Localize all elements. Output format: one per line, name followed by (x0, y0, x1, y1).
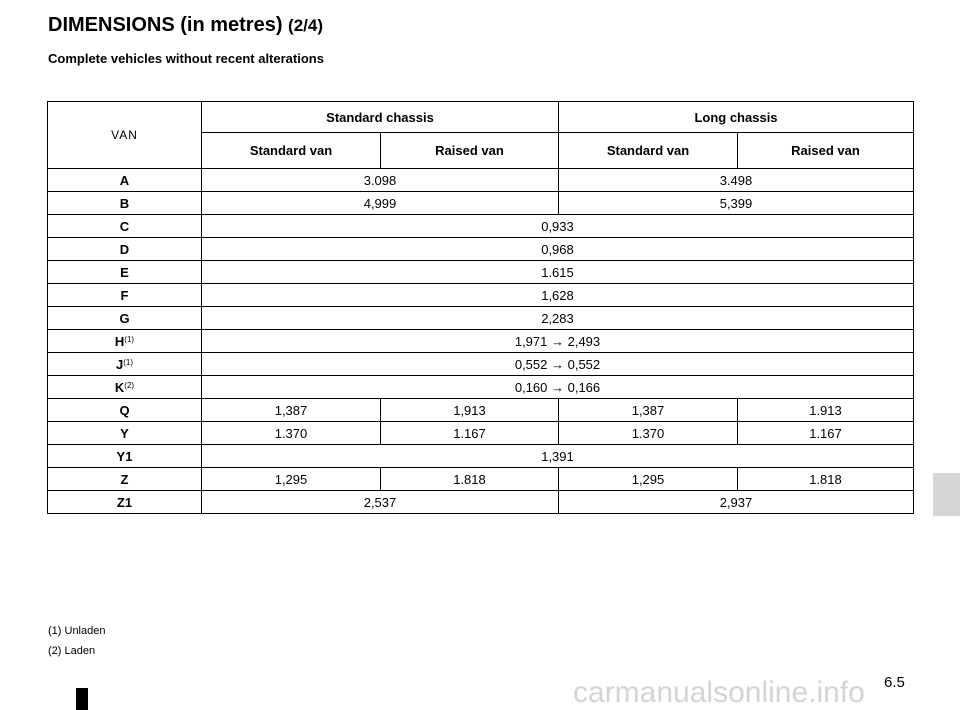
row-label-text: Y1 (116, 448, 133, 464)
row-label-text: G (119, 310, 130, 326)
table-header (48, 102, 914, 169)
page-title-text: DIMENSIONS (in metres) (48, 14, 283, 36)
table-row (48, 468, 914, 491)
table-cell: 1,628 (202, 284, 914, 307)
page-part-indicator: (2/4) (288, 16, 324, 35)
footnote-ref: (2) (124, 380, 135, 390)
table-cell: 1.370 (559, 422, 738, 445)
row-label (48, 330, 202, 353)
row-label (48, 422, 202, 445)
table-row (48, 491, 914, 514)
table-cell: 1,387 (559, 399, 738, 422)
table-cell: 5,399 (559, 192, 914, 215)
row-label (48, 468, 202, 491)
row-label-text: A (119, 172, 130, 188)
table-cell: 1.615 (202, 261, 914, 284)
table-row (48, 261, 914, 284)
edge-marker (76, 688, 88, 710)
row-label-text: Z1 (116, 494, 133, 510)
row-label-text: K (114, 379, 125, 395)
table-cell: 0,552 → 0,552 (202, 353, 914, 376)
table-cell: 1.818 (738, 468, 914, 491)
table-row (48, 353, 914, 376)
footnote-ref: (1) (123, 357, 133, 367)
footnotes (48, 621, 105, 661)
section-tab (933, 473, 960, 516)
header-row-groups (48, 102, 914, 133)
table-cell: 1.370 (202, 422, 381, 445)
row-label (48, 192, 202, 215)
table-row (48, 238, 914, 261)
row-label (48, 284, 202, 307)
row-label (48, 445, 202, 468)
row-label-text: E (120, 264, 129, 280)
header-raised-van-1: Raised van (381, 133, 559, 169)
table-cell: 3.498 (559, 169, 914, 192)
table-row (48, 330, 914, 353)
row-label (48, 215, 202, 238)
row-label (48, 399, 202, 422)
table-row (48, 169, 914, 192)
row-label (48, 353, 202, 376)
table-body (48, 169, 914, 514)
table-cell: 1.167 (381, 422, 559, 445)
row-label-text: D (119, 241, 130, 257)
table-cell: 1,913 (381, 399, 559, 422)
watermark: carmanualsonline.info (573, 676, 865, 709)
page-title (48, 14, 323, 37)
header-long-chassis: Long chassis (559, 102, 914, 133)
table-cell: 2,283 (202, 307, 914, 330)
row-label-text: H (114, 333, 125, 349)
header-van: VAN (48, 102, 202, 169)
page-subtitle: Complete vehicles without recent alterations (48, 51, 324, 66)
table-cell: 0,968 (202, 238, 914, 261)
table-cell: 1,391 (202, 445, 914, 468)
dimensions-table (47, 101, 914, 514)
row-label-text: Z (120, 471, 129, 487)
header-standard-van-1: Standard van (202, 133, 381, 169)
table-cell: 4,999 (202, 192, 559, 215)
table-row (48, 284, 914, 307)
table-cell: 1.167 (738, 422, 914, 445)
row-label-text: B (119, 195, 130, 211)
row-label (48, 307, 202, 330)
footnote-ref: (1) (124, 334, 135, 344)
page-number: 6.5 (884, 674, 905, 691)
row-label (48, 491, 202, 514)
row-label-text: J (115, 356, 124, 372)
row-label-text: Y (120, 425, 129, 441)
header-raised-van-2: Raised van (738, 133, 914, 169)
table-row (48, 422, 914, 445)
row-label (48, 376, 202, 399)
footnote-2: (2) Laden (48, 645, 96, 657)
table-row (48, 399, 914, 422)
table-cell: 1,295 (559, 468, 738, 491)
table-cell: 0,160 → 0,166 (202, 376, 914, 399)
table-cell: 2,537 (202, 491, 559, 514)
table-row (48, 215, 914, 238)
table-row (48, 192, 914, 215)
table-row (48, 307, 914, 330)
table-cell: 3.098 (202, 169, 559, 192)
row-label-text: C (119, 218, 130, 234)
table-cell: 1,971 → 2,493 (202, 330, 914, 353)
row-label-text: F (120, 287, 129, 303)
table-row (48, 445, 914, 468)
row-label (48, 261, 202, 284)
header-standard-chassis: Standard chassis (202, 102, 559, 133)
table-cell: 1.818 (381, 468, 559, 491)
table-cell: 1.913 (738, 399, 914, 422)
table-cell: 1,387 (202, 399, 381, 422)
table-cell: 1,295 (202, 468, 381, 491)
row-label-text: Q (119, 402, 130, 418)
table-cell: 0,933 (202, 215, 914, 238)
table-row (48, 376, 914, 399)
header-standard-van-2: Standard van (559, 133, 738, 169)
row-label (48, 169, 202, 192)
row-label (48, 238, 202, 261)
footnote-1: (1) Unladen (48, 625, 106, 637)
table-cell: 2,937 (559, 491, 914, 514)
